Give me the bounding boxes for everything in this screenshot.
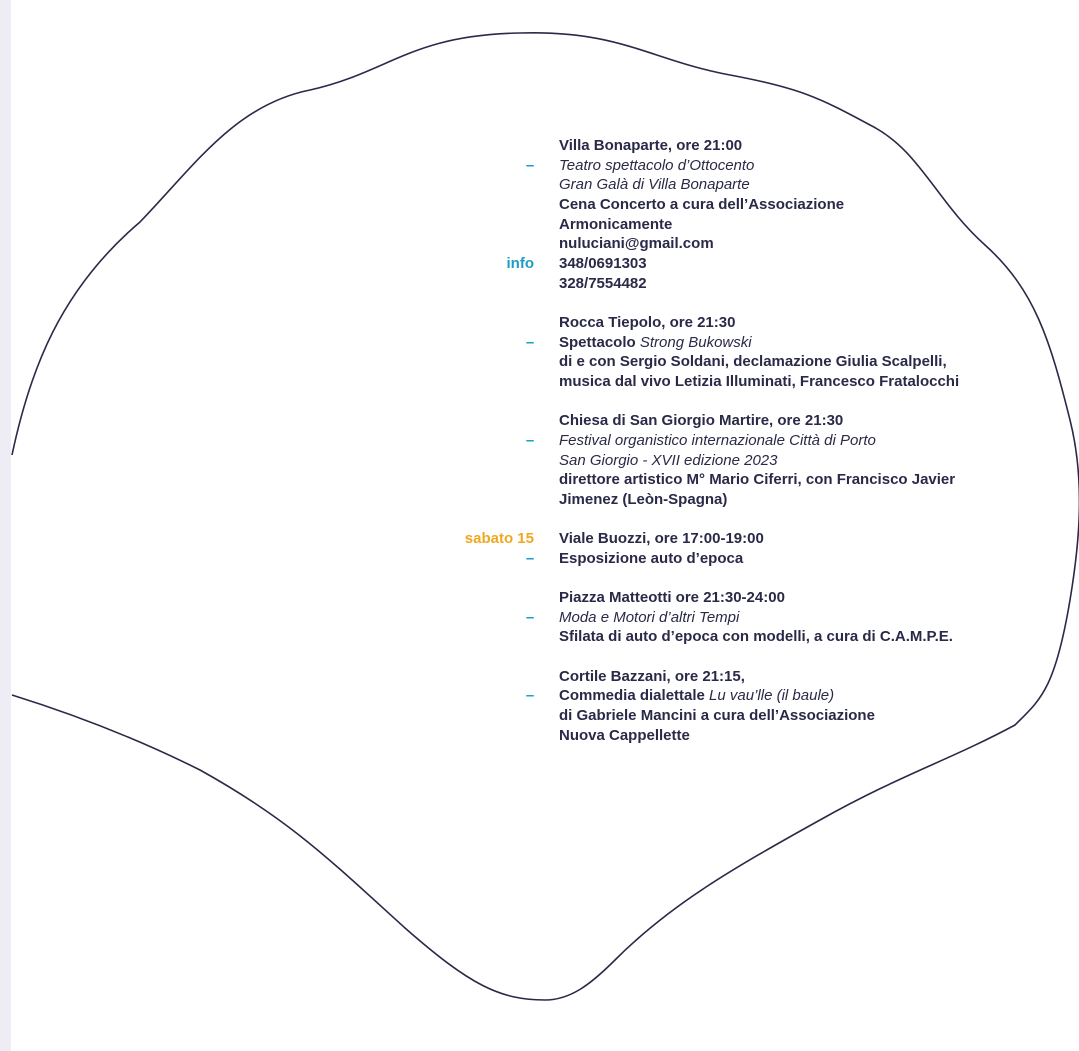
dash-marker: – (525, 608, 535, 626)
event-description: Cena Concerto a cura dell’Associazione (559, 196, 845, 214)
event-emphasis: Strong Bukowski (639, 333, 752, 351)
event-description: di e con Sergio Soldani, declamazione Giulia Scalpelli, (559, 353, 947, 371)
event-line (0, 608, 1079, 628)
event-title: Chiesa di San Giorgio Martire, ore 21:30 (559, 412, 844, 430)
date-label: sabato 15 (464, 530, 534, 548)
event-emphasis: Lu vau’lle (il baule) (709, 687, 835, 705)
event-title: Villa Bonaparte, ore 21:00 (559, 137, 743, 154)
event-line (0, 156, 1079, 176)
event-lead: Spettacolo (559, 333, 640, 351)
event-subtitle-2: Gran Galà di Villa Bonaparte (559, 176, 750, 194)
event-line (0, 549, 1079, 569)
event-subtitle: Moda e Motori d’altri Tempi (559, 608, 740, 626)
info-label: info (506, 255, 534, 273)
event-phone-1: 348/0691303 (559, 255, 647, 273)
event-title: Piazza Matteotti ore 21:30-24:00 (559, 589, 785, 607)
event-subtitle-2: San Giorgio - XVII edizione 2023 (559, 451, 778, 469)
event-cortile-bazzani (0, 667, 1079, 746)
event-description: Esposizione auto d’epoca (559, 549, 744, 567)
event-email: nuluciani@gmail.com (559, 235, 714, 253)
event-piazza-matteotti (0, 588, 1079, 647)
event-description: Sfilata di auto d’epoca con modelli, a cura di C.A.M.P.E. (559, 628, 953, 646)
event-phone-2: 328/7554482 (559, 274, 647, 292)
event-list (0, 136, 1079, 765)
event-rocca-tiepolo (0, 313, 1079, 392)
event-subtitle: Festival organistico internazionale Città di Porto (559, 431, 876, 449)
event-line (0, 529, 1079, 549)
event-title: Viale Buozzi, ore 17:00-19:00 (559, 530, 764, 548)
event-description-2: Armonicamente (559, 215, 673, 233)
event-lead: Commedia dialettale (559, 687, 710, 705)
dash-marker: – (525, 431, 535, 449)
event-description-2: musica dal vivo Letizia Illuminati, Francesco Fratalocchi (559, 373, 960, 391)
event-chiesa-san-giorgio (0, 411, 1079, 509)
dash-marker: – (525, 687, 535, 705)
event-description-2: Jimenez (Leòn-Spagna) (559, 491, 728, 508)
event-line (0, 333, 1079, 353)
event-line (0, 431, 1079, 451)
event-villa-bonaparte (0, 136, 1079, 294)
dash-marker: – (525, 156, 535, 174)
dash-marker: – (525, 549, 535, 567)
event-line (0, 686, 1079, 706)
event-description: di Gabriele Mancini a cura dell’Associazione (559, 707, 875, 724)
event-title: Cortile Bazzani, ore 21:15, (559, 667, 745, 685)
event-line (0, 254, 1079, 274)
event-title: Rocca Tiepolo, ore 21:30 (559, 314, 736, 331)
event-description-2: Nuova Cappellette (559, 726, 690, 744)
event-subtitle: Teatro spettacolo d’Ottocento (559, 156, 755, 174)
event-description: direttore artistico M° Mario Ciferri, con Francisco Javier (559, 471, 956, 489)
event-viale-buozzi (0, 529, 1079, 568)
dash-marker: – (525, 333, 535, 351)
